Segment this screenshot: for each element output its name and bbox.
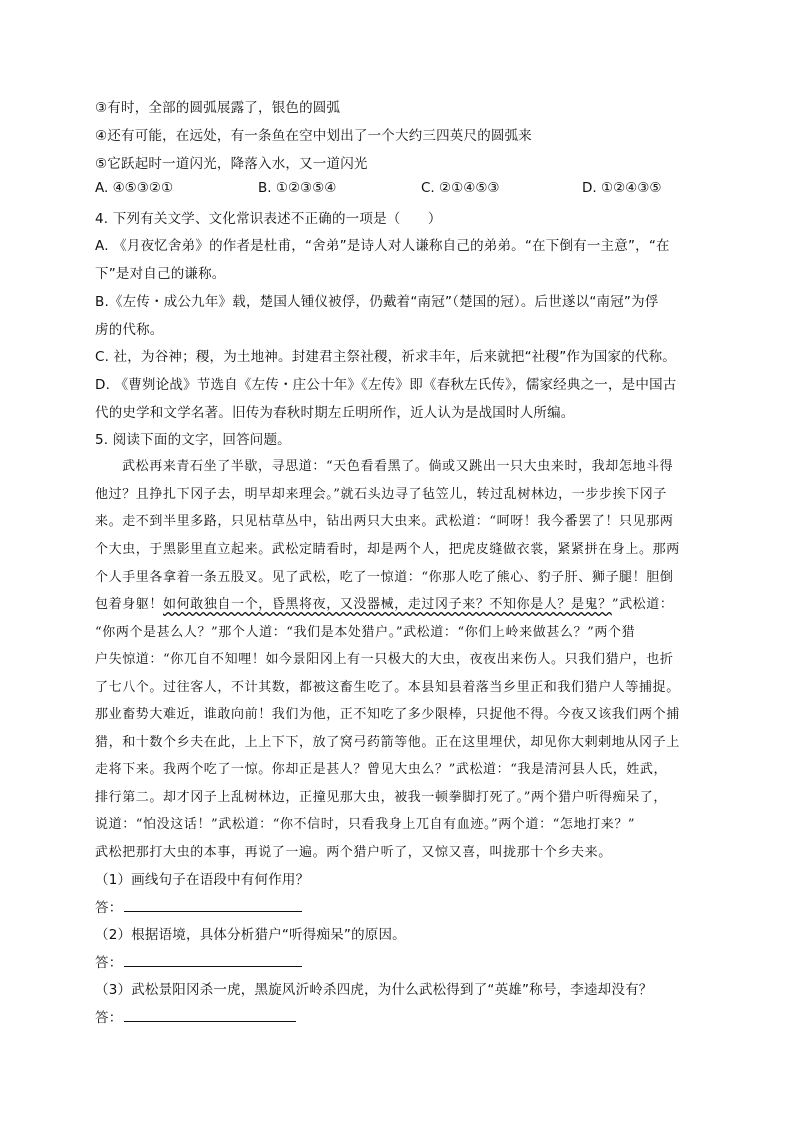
passage-line: 武松把那打大虫的本事，再说了一遍。两个猎户听了，又惊又喜，叫拢那十个乡夫来。 <box>95 845 612 860</box>
question-4-option-d-cont: 代的史学和文学名著。旧传为春秋时期左丘明所作，近人认为是战国时人所编。 <box>95 405 575 421</box>
answer-blank[interactable] <box>124 1009 296 1022</box>
passage-text: 包着身躯！ <box>95 597 164 612</box>
list-item-5: ⑤它跃起时一道闪光，降落入水，又一道闪光 <box>95 156 368 172</box>
passage-line: 个大虫，于黑影里直立起来。武松定睛看时，却是两个人，把虎皮缝做衣裳，紧紧拼在身上。那两 <box>95 542 680 557</box>
question-4-option-a: A. 《月夜忆舍弟》的作者是杜甫，“舍弟”是诗人对人谦称自己的弟弟。“在下倒有一主意”，“在 <box>95 238 670 254</box>
option-a: A. ④⑤③②① <box>95 180 174 196</box>
passage-line: 走将下来。我两个吃了一惊。你却正是甚人？曾见大虫么？”武松道：“我是清河县人氏，姓武， <box>95 762 668 777</box>
answer-line-1 <box>95 896 302 916</box>
answer-blank[interactable] <box>124 899 302 912</box>
option-d: D. ①②④③⑤ <box>582 180 662 196</box>
passage-line: 武松再来青石坐了半歇，寻思道：“天色看看黑了。倘或又跳出一只大虫来时，我却怎地斗得 <box>122 459 674 474</box>
passage-line: 猎，和十数个乡夫在此，上上下下，放了窝弓药箭等他。正在这里埋伏，却见你大剌剌地从冈子上 <box>95 735 680 750</box>
passage-line: 了七八个。过往客人，不计其数，都被这畜生吃了。本县知县着落当乡里正和我们猎户人等捕捉。 <box>95 680 680 695</box>
passage-line: 说道：“怕没这话！”武松道：“你不信时，只看我身上兀自有血迹。”两个道：“怎地打来？” <box>95 817 636 832</box>
question-4-option-a-cont: 下”是对自己的谦称。 <box>95 266 226 282</box>
option-c: C. ②①④⑤③ <box>421 180 500 196</box>
answer-label: 答： <box>95 1010 123 1026</box>
underlined-sentence: 如何敢独自一个，昏黑将夜，又没器械，走过冈子来？不知你是人？是鬼？ <box>163 597 612 612</box>
question-5-stem: 5. 阅读下面的文字，回答问题。 <box>95 432 291 448</box>
passage-line: 排行第二。却才冈子上乱树林边，正撞见那大虫，被我一顿拳脚打死了。”两个猎户听得痴呆了， <box>95 790 667 805</box>
passage-line-underlined <box>95 593 673 612</box>
sub-question-2: （2）根据语境，具体分析猎户“听得痴呆”的原因。 <box>95 927 406 943</box>
question-4-option-d: D. 《曹刿论战》节选自《左传・庄公十年》《左传》即《春秋左氏传》，儒家经典之一，是中国古 <box>95 377 677 393</box>
answer-line-2 <box>95 951 302 971</box>
question-4-stem: 4. 下列有关文学、文化常识表述不正确的一项是（ ） <box>95 211 442 227</box>
sub-question-3: （3）武松景阳冈杀一虎，黑旋风沂岭杀四虎，为什么武松得到了“英雄”称号，李逵却没有？ <box>95 982 653 998</box>
passage-line: 他过？且挣扎下冈子去，明早却来理会。”就石头边寻了毡笠儿，转过乱树林边，一步步挨下冈子 <box>95 487 667 502</box>
answer-blank[interactable] <box>124 954 302 967</box>
passage-line: 个人手里各拿着一条五股叉。见了武松，吃了一惊道：“你那人吃了熊心、豹子肝、狮子腿！胆倒 <box>95 570 674 585</box>
passage-text: ”武松道： <box>611 597 674 612</box>
passage-line: 户失惊道：“你兀自不知哩！如今景阳冈上有一只极大的大虫，夜夜出来伤人。只我们猎户，也折 <box>95 652 674 667</box>
answer-label: 答： <box>95 900 123 916</box>
question-4-option-b: B.《左传・成公九年》载，楚国人锺仪被俘，仍戴着“南冠”（楚国的冠）。后世遂以“南冠”为俘 <box>95 294 659 310</box>
list-item-4: ④还有可能，在远处，有一条鱼在空中划出了一个大约三四英尺的圆弧来 <box>95 128 533 144</box>
answer-line-3 <box>95 1006 296 1026</box>
passage-line: 来。走不到半里多路，只见枯草丛中，钻出两只大虫来。武松道：“呵呀！我今番罢了！只见那两 <box>95 514 674 529</box>
passage-line: 那业畜势大难近，谁敢向前！我们为他，正不知吃了多少限棒，只捉他不得。今夜又该我们两个捕 <box>95 707 680 722</box>
question-4-option-c: C. 社，为谷神；稷，为土地神。封建君主祭社稷，祈求丰年，后来就把“社稷”作为国家的代称。 <box>95 349 676 365</box>
question-4-option-b-cont: 虏的代称。 <box>95 322 164 338</box>
passage-line: “你两个是甚么人？”那个人道：“我们是本处猎户。”武松道：“你们上岭来做甚么？”两个猎 <box>95 625 636 640</box>
sub-question-1: （1）画线句子在语段中有何作用？ <box>95 872 310 888</box>
answer-label: 答： <box>95 955 123 971</box>
option-b: B. ①②③⑤④ <box>258 180 337 196</box>
list-item-3: ③有时，全部的圆弧展露了，银色的圆弧 <box>95 100 341 116</box>
